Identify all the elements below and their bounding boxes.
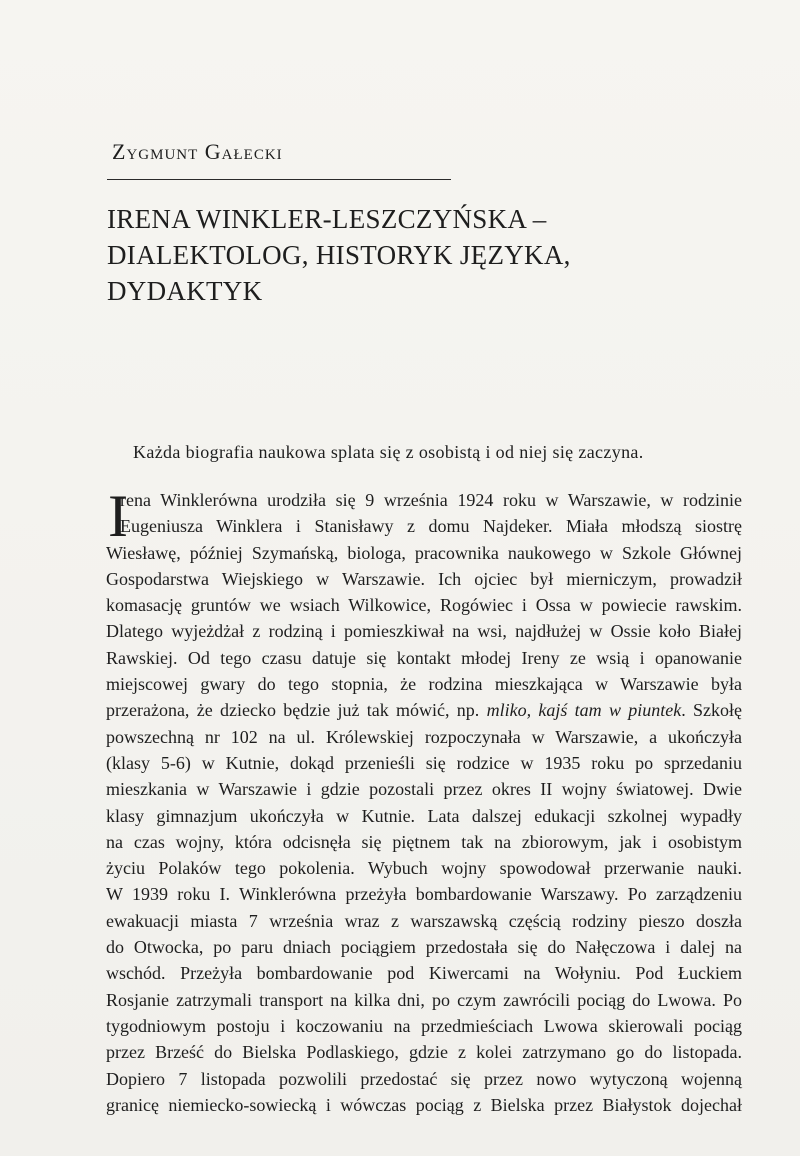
paragraph-line-with-example <box>106 697 742 723</box>
paragraph-line: przez Brześć do Bielska Podlaskiego, gdzie z kolei zatrzymano go do listopada. <box>106 1042 742 1063</box>
paragraph-line: Rosjanie zatrzymali transport na kilka dni, po czym zawrócili pociąg do Lwowa. Po <box>106 989 742 1010</box>
paragraph-line-text: rena Winklerówna urodziła się 9 września 1924 roku w Warszawie, w rodzinie <box>120 490 742 510</box>
header-rule <box>107 179 451 180</box>
title-line: IRENA WINKLER-LESZCZYŃSKA – <box>107 204 547 234</box>
paragraph-line: Wiesławę, później Szymańską, biologa, pracownika naukowego w Szkole Głównej <box>106 542 742 563</box>
paragraph-line: tygodniowym postoju i koczowaniu na przedmieściach Lwowa skierowali pociąg <box>106 1015 742 1036</box>
paragraph-line: miejscowej gwary do tego stopnia, że rodzina mieszkająca w Warszawie była <box>106 674 742 695</box>
dialect-example: mliko, kajś tam w piuntek <box>486 700 682 721</box>
author-name: Zygmunt Gałecki <box>112 139 283 164</box>
paragraph-line: klasy gimnazjum ukończyła w Kutnie. Lata dalszej edukacji szkolnej wypadły <box>106 805 742 826</box>
paragraph-line: wschód. Przeżyła bombardowanie pod Kiwercami na Wołyniu. Pod Łuckiem <box>106 963 742 984</box>
paragraph-line: mieszkania w Warszawie i gdzie pozostali przez okres II wojny światowej. Dwie <box>106 779 742 800</box>
paragraph-line: powszechną nr 102 na ul. Królewskiej rozpoczynała w Warszawie, a ukończyła <box>106 726 742 747</box>
body-paragraph <box>106 483 742 1118</box>
paragraph-line: Rawskiej. Od tego czasu datuje się kontakt młodej Ireny ze wsią i opanowanie <box>106 647 742 668</box>
paragraph-line-text: przerażona, że dziecko będzie już tak mówić, np. <box>106 700 480 721</box>
motto: Każda biografia naukowa splata się z osobistą i od niej się zaczyna. <box>133 442 644 462</box>
paragraph-line: Dlatego wyjeżdżał z rodziną i pomieszkiwał na wsi, najdłużej w Ossie koło Białej <box>106 621 742 642</box>
paragraph-line: ewakuacji miasta 7 września wraz z warszawską częścią rodziny pieszo doszła <box>106 910 742 931</box>
title-line: DYDAKTYK <box>107 276 263 306</box>
paragraph-line-text: . Szkołę <box>681 700 742 721</box>
paragraph-line: na czas wojny, która odcisnęła się piętnem tak na zbiorowym, jak i osobistym <box>106 831 742 852</box>
paragraph-line: Gospodarstwa Wiejskiego w Warszawie. Ich ojciec był mierniczym, prowadził <box>106 568 742 589</box>
title-line: DIALEKTOLOG, HISTORYK JĘZYKA, <box>107 240 571 270</box>
drop-cap: I <box>108 483 128 549</box>
paragraph-line: W 1939 roku I. Winklerówna przeżyła bombardowanie Warszawy. Po zarządzeniu <box>106 884 742 905</box>
paragraph-line: (klasy 5-6) w Kutnie, dokąd przenieśli się rodzice w 1935 roku po sprzedaniu <box>106 752 742 773</box>
paragraph-line: granicę niemiecko-sowiecką i wówczas pociąg z Bielska przez Białystok dojechał <box>106 1094 742 1115</box>
paragraph-line: Eugeniusza Winklera i Stanisławy z domu Najdeker. Miała młodszą siostrę <box>120 516 742 537</box>
paragraph-line: komasację gruntów we wsiach Wilkowice, Rogówiec i Ossa w powiecie rawskim. <box>106 595 742 616</box>
article-title <box>107 201 747 309</box>
paragraph-line: do Otwocka, po paru dniach pociągiem przedostała się do Nałęczowa i dalej na <box>106 937 742 958</box>
paragraph-line: życiu Polaków tego pokolenia. Wybuch wojny spowodował przerwanie nauki. <box>106 858 742 879</box>
paragraph-line: Dopiero 7 listopada pozwolili przedostać się przez nowo wytyczoną wojenną <box>106 1068 742 1089</box>
